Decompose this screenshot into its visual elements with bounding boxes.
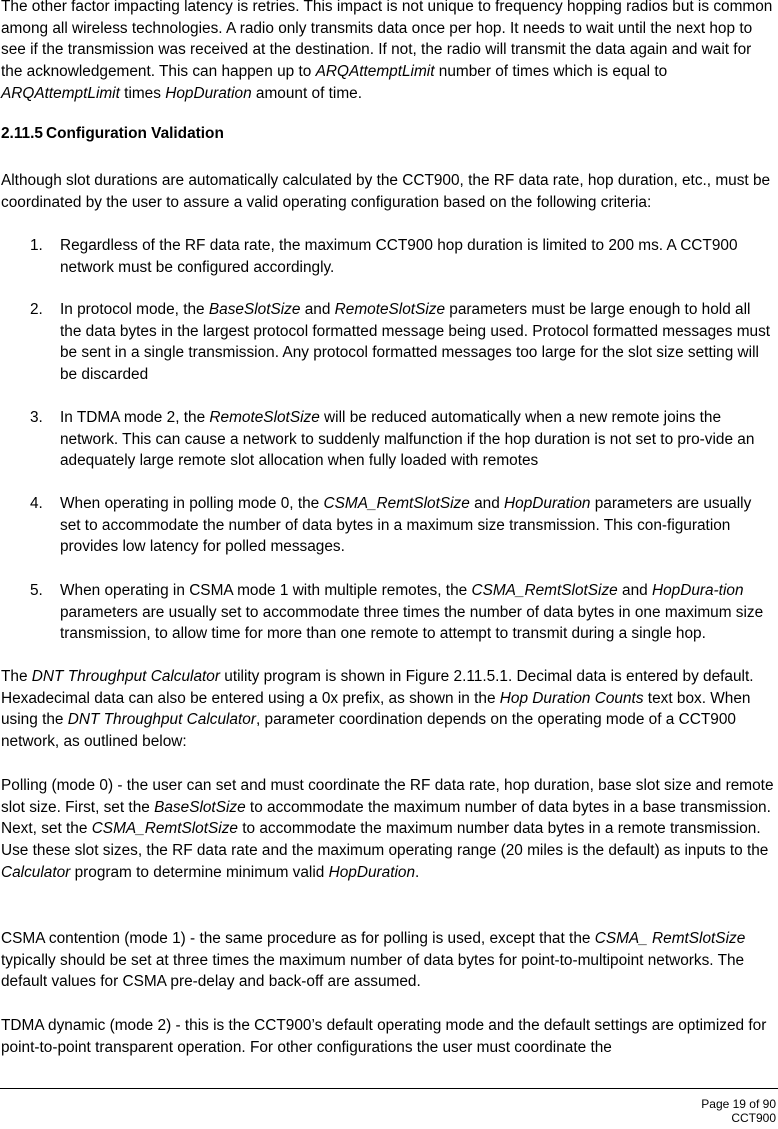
section-number: 2.11.5 <box>1 125 43 142</box>
paragraph-intro: Although slot durations are automatically calculated by the CCT900, the RF data rate, hop duration, etc., must be coordinated by the user to assure a valid operating configuration based on the following criteria: <box>1 172 771 211</box>
paragraph-csma: CSMA contention (mode 1) - the same procedure as for polling is used, except that the CSMA_ RemtSlotSize typically should be set at three times the maximum number of data bytes for point-to-multipoint networks. The default values for CSMA pre-delay and back-off are assumed. <box>1 930 746 991</box>
section-title: Configuration Validation <box>46 125 224 142</box>
section-heading <box>1 125 224 143</box>
document-id: CCT900 <box>731 1111 776 1125</box>
page-number: Page 19 of 90 <box>701 1097 776 1111</box>
paragraph-calculator: The DNT Throughput Calculator utility program is shown in Figure 2.11.5.1. Decimal data is entered by default. Hexadecimal data can also be entered using a 0x prefix, as shown in the Hop Duration Counts text box. When using the DNT Throughput Calculator, parameter coordination depends on the operating mode of a CCT900 network, as outlined below: <box>1 668 754 751</box>
paragraph-polling: Polling (mode 0) - the user can set and must coordinate the RF data rate, hop duration, base slot size and remote slot size. First, set the BaseSlotSize to accommodate the maximum number of data bytes in a base transmission. Next, set the CSMA_RemtSlotSize to accommodate the maximum number data bytes in a remote transmission. Use these slot sizes, the RF data rate and the maximum operating range (20 miles is the default) as inputs to the Calculator program to determine minimum valid HopDuration. <box>1 777 774 881</box>
footer-rule <box>0 1088 778 1089</box>
paragraph-tdma: TDMA dynamic (mode 2) - this is the CCT900’s default operating mode and the default settings are optimized for point-to-point transparent operation. For other configurations the user must coordinate the <box>1 1017 767 1056</box>
paragraph-retries: The other factor impacting latency is retries. This impact is not unique to frequency hopping radios but is common among all wireless technologies. A radio only transmits data once per hop. It needs to wait until the next hop to see if the transmission was received at the destination. If not, the radio will transmit the data again and wait for the acknowledgement. This can happen up to ARQAttemptLimit number of times which is equal to ARQAttemptLimit times HopDuration amount of time. <box>1 0 773 102</box>
